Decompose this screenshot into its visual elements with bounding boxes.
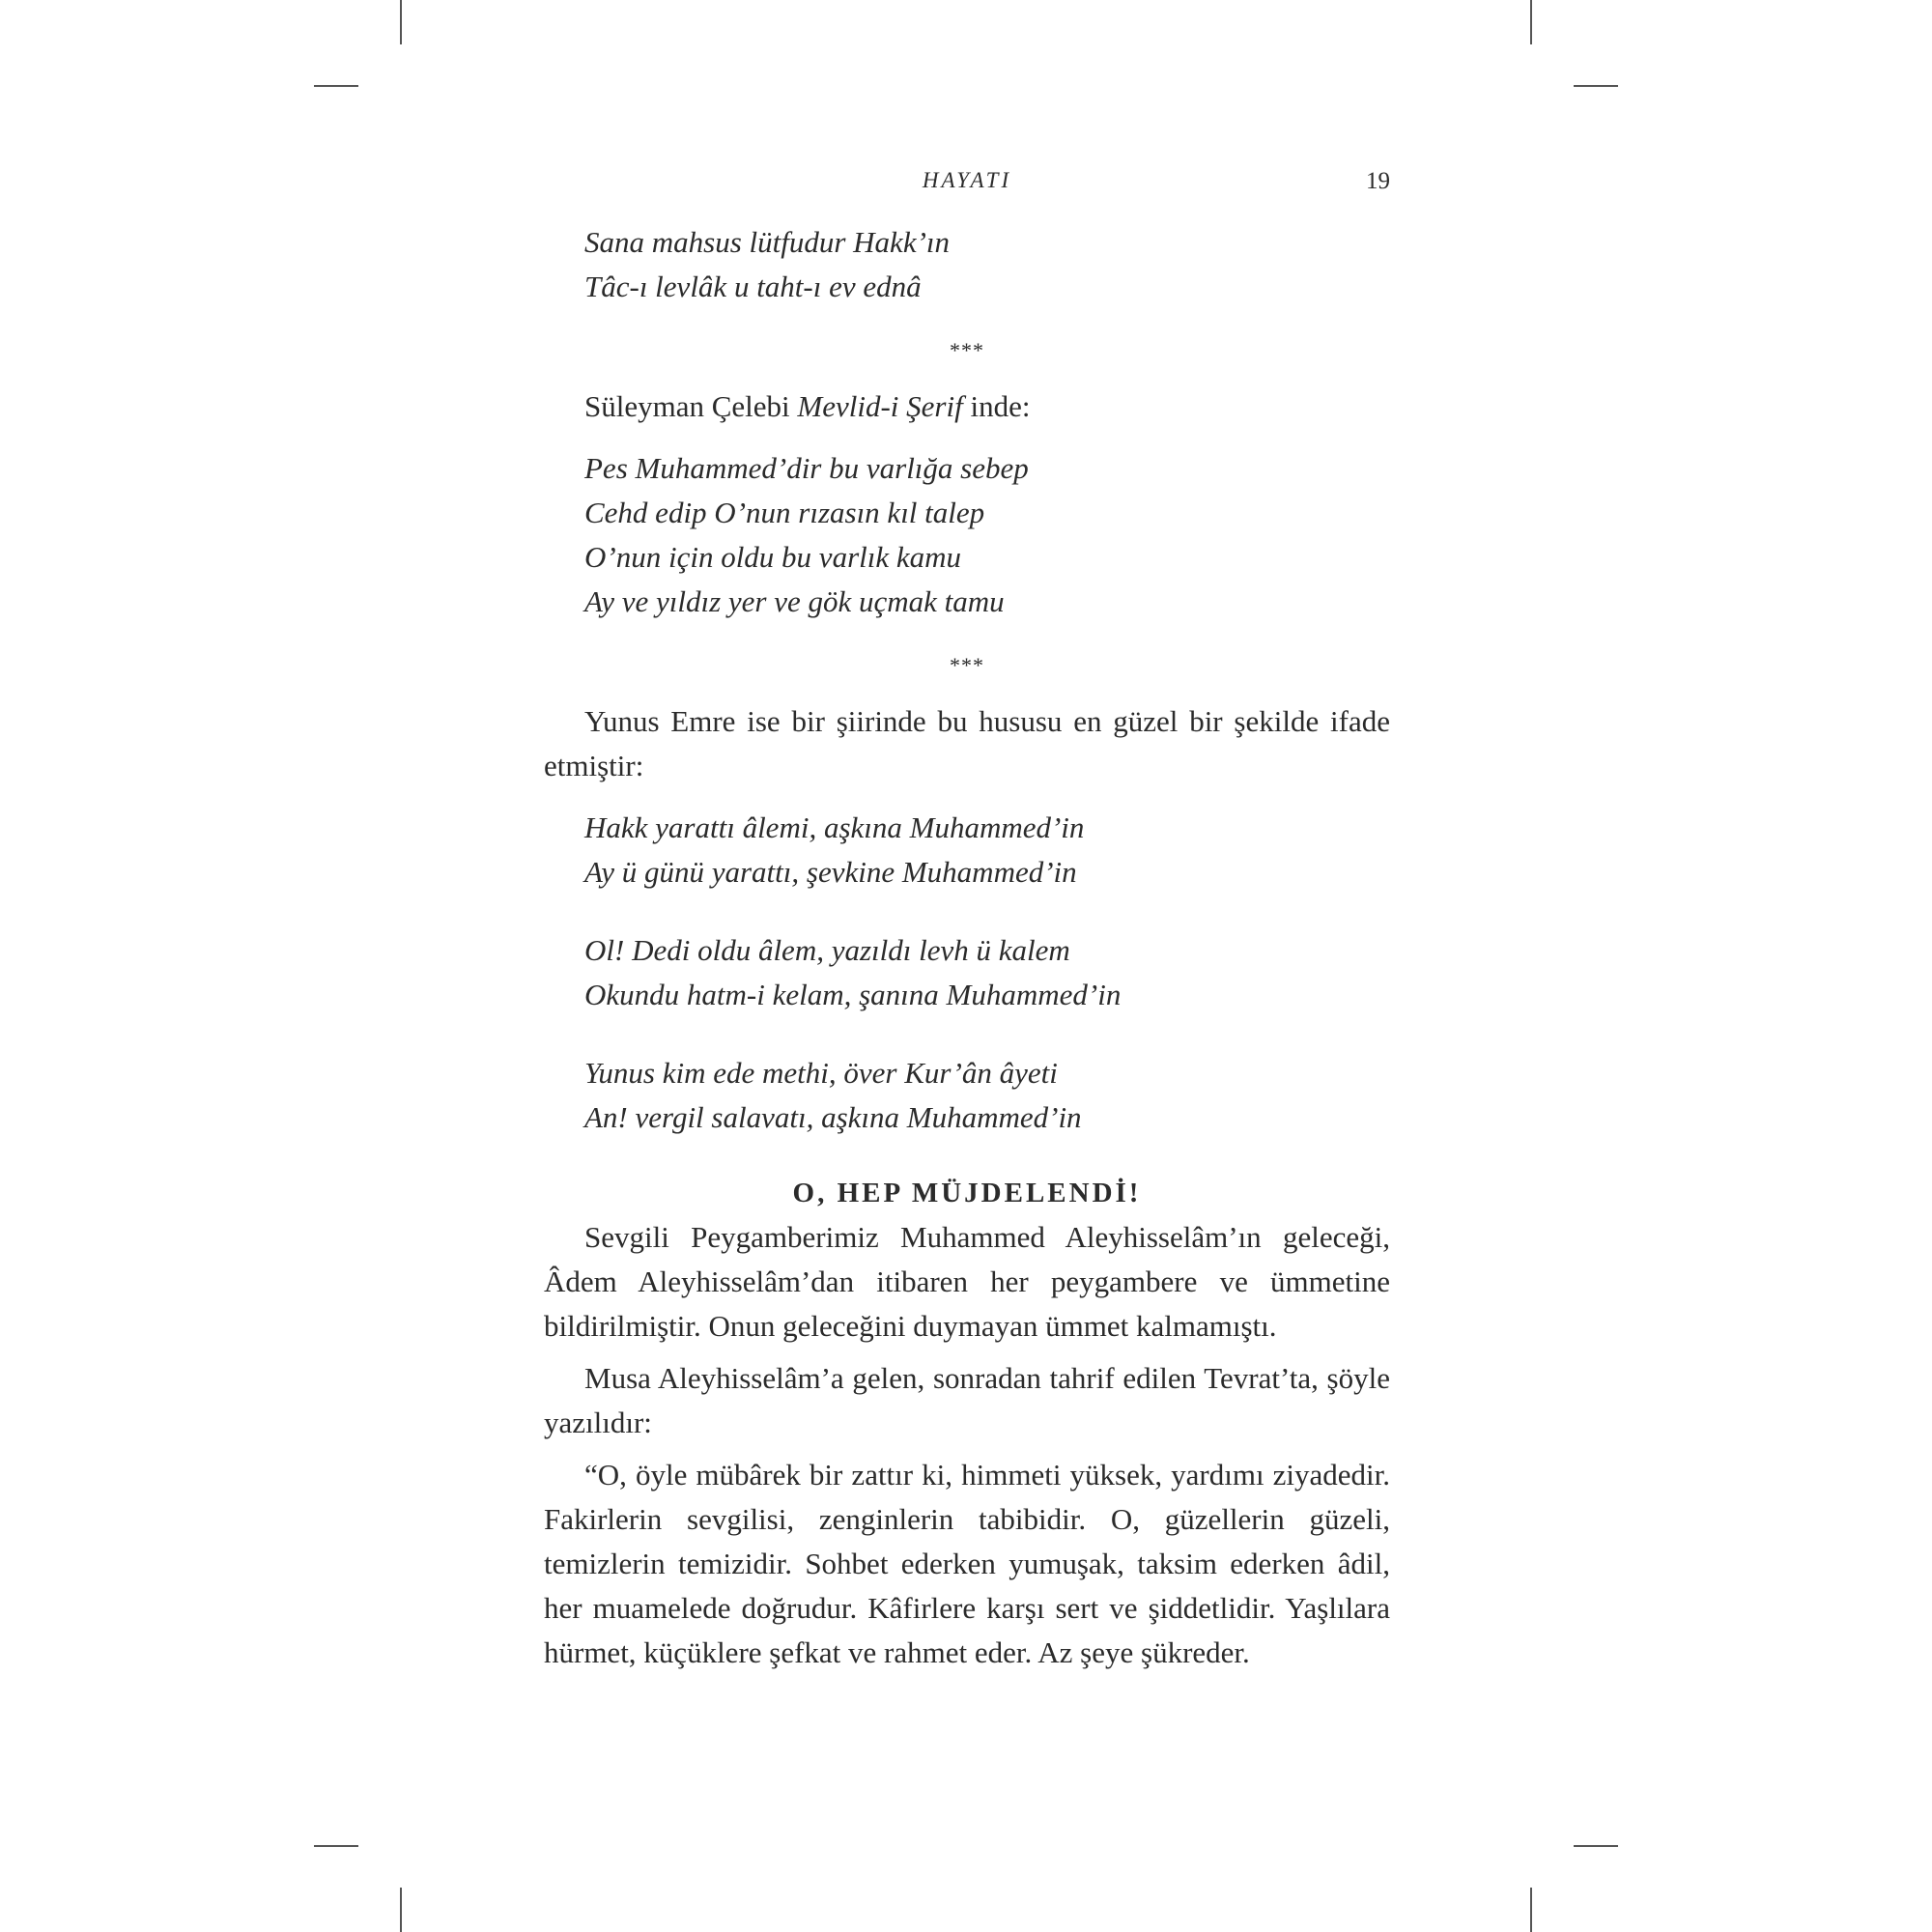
verse-line: Cehd edip O’nun rızasın kıl talep bbox=[584, 496, 985, 529]
intro-yunus-emre: Yunus Emre ise bir şiirinde bu hususu en güzel bir şekilde ifade etmiştir: bbox=[544, 704, 1390, 782]
crop-mark-top-right bbox=[1530, 0, 1532, 44]
verse-mevlid bbox=[584, 446, 1390, 624]
running-header bbox=[544, 164, 1390, 203]
section-heading: O, HEP MÜJDELENDİ! bbox=[792, 1178, 1142, 1208]
page-content bbox=[544, 220, 1390, 1675]
verse-tac-i-levlak bbox=[584, 220, 1390, 309]
verse-line: Okundu hatm-i kelam, şanına Muhammed’in bbox=[584, 978, 1122, 1011]
intro-suleyman-celebi bbox=[544, 384, 1390, 429]
verse-yunus-emre-stanza-3 bbox=[584, 1051, 1390, 1140]
intro-text: Süleyman Çelebi bbox=[584, 389, 798, 423]
book-page bbox=[544, 155, 1390, 1739]
crop-mark-right-top bbox=[1574, 85, 1618, 87]
work-title: Mevlid-i Şerif bbox=[797, 389, 963, 423]
body-paragraph: Musa Aleyhisselâm’a gelen, sonradan tahrif edilen Tevrat’ta, şöyle yazılıdır: bbox=[544, 1361, 1390, 1439]
verse-line: Tâc-ı levlâk u taht-ı ev ednâ bbox=[584, 270, 922, 303]
verse-line: An! vergil salavatı, aşkına Muhammed’in bbox=[584, 1100, 1082, 1134]
crop-mark-left-top bbox=[314, 85, 358, 87]
page-number: 19 bbox=[1366, 168, 1390, 194]
crop-mark-bottom-right bbox=[1530, 1888, 1532, 1932]
verse-line: Pes Muhammed’dir bu varlığa sebep bbox=[584, 451, 1029, 485]
section-separator: *** bbox=[950, 338, 984, 362]
verse-line: Ol! Dedi oldu âlem, yazıldı levh ü kalem bbox=[584, 933, 1070, 967]
verse-line: Sana mahsus lütfudur Hakk’ın bbox=[584, 225, 951, 259]
crop-mark-right-bottom bbox=[1574, 1845, 1618, 1847]
intro-text: inde: bbox=[962, 389, 1031, 423]
verse-line: Ay ü günü yarattı, şevkine Muhammed’in bbox=[584, 855, 1077, 889]
verse-line: O’nun için oldu bu varlık kamu bbox=[584, 540, 962, 574]
verse-yunus-emre-stanza-2 bbox=[584, 928, 1390, 1017]
crop-mark-bottom-left bbox=[400, 1888, 402, 1932]
verse-line: Yunus kim ede methi, över Kur’ân âyeti bbox=[584, 1056, 1058, 1090]
verse-line: Ay ve yıldız yer ve gök uçmak tamu bbox=[584, 584, 1005, 618]
crop-mark-top-left bbox=[400, 0, 402, 44]
body-paragraph: “O, öyle mübârek bir zattır ki, himmeti yüksek, yardımı ziyadedir. Fakirlerin sevgilisi, zenginlerin tabibidir. O, güzellerin güzeli, temizlerin temizidir. Sohbet ederken yumuşak, taksim ederken âdil, her muamelede doğrudur. Kâfirlere karşı sert ve şiddetlidir. Yaşlılara hürmet, küçüklere şefkat ve rahmet eder. Az şeye şükreder. bbox=[544, 1458, 1390, 1669]
running-title: HAYATI bbox=[922, 168, 1012, 192]
verse-line: Hakk yarattı âlemi, aşkına Muhammed’in bbox=[584, 810, 1085, 844]
section-separator: *** bbox=[950, 653, 984, 677]
body-paragraph: Sevgili Peygamberimiz Muhammed Aleyhisselâm’ın geleceği, Âdem Aleyhisselâm’dan itibaren her peygambere ve ümmetine bildirilmiştir. Onun geleceğini duymayan ümmet kalmamıştı. bbox=[544, 1220, 1390, 1343]
verse-yunus-emre-stanza-1 bbox=[584, 806, 1390, 895]
crop-mark-left-bottom bbox=[314, 1845, 358, 1847]
